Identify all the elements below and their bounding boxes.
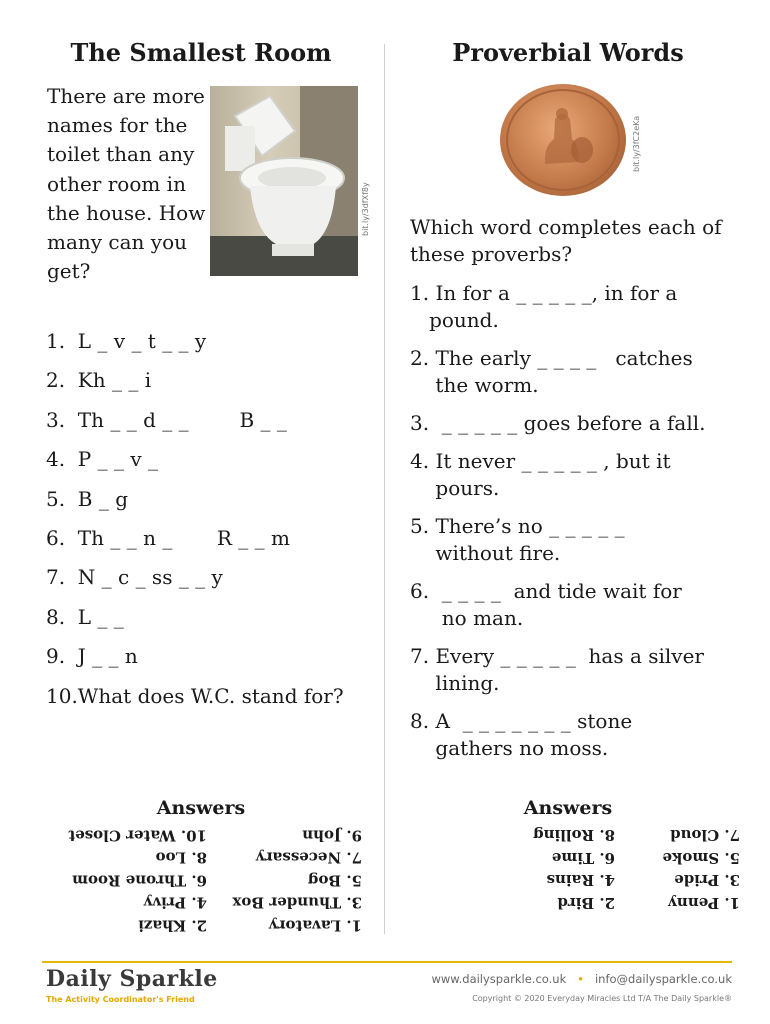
list-item: 6. _ _ _ _ and tide wait for no man. <box>410 579 682 630</box>
daily-sparkle-logo: Daily Sparkle <box>46 966 218 992</box>
list-item: 6. Th _ _ n _ R _ _ m <box>46 525 290 550</box>
answer-cell: 8. Loo <box>155 849 207 867</box>
answer-cell: 4. Rains <box>546 871 615 890</box>
list-item: 7. Every _ _ _ _ _ has a silver lining. <box>410 644 704 695</box>
list-item: 2. The early _ _ _ _ catches the worm. <box>410 346 693 397</box>
brand-tagline: The Activity Coordinator's Friend <box>46 995 195 1004</box>
list-item: 8. L _ _ <box>46 604 124 629</box>
answer-cell: 4. Privy <box>143 894 207 912</box>
answer-cell: 2. Bird <box>557 894 615 912</box>
proverb-list <box>410 280 750 773</box>
column-divider <box>384 44 385 934</box>
answer-row <box>52 869 362 892</box>
list-item: 8. A _ _ _ _ _ _ _ stone gathers no moss. <box>410 709 633 760</box>
answer-row <box>490 892 740 915</box>
toilet-photo <box>210 86 358 276</box>
list-item: 5. There’s no _ _ _ _ _ without fire. <box>410 514 625 565</box>
list-item: 1. In for a _ _ _ _ _, in for a pound. <box>410 281 678 332</box>
answer-row <box>490 824 740 847</box>
answer-row <box>52 847 362 870</box>
list-item: 9. J _ _ n <box>46 644 138 669</box>
answer-cell: 7. Necessary <box>255 849 362 867</box>
answer-cell: 9. John <box>302 826 362 845</box>
list-item: 1. L _ v _ t _ _ y <box>46 329 207 353</box>
answer-cell: 6. Time <box>551 849 615 867</box>
toilet-answers-title: Answers <box>156 797 246 819</box>
coin-photo-credit: bit.ly/3fC2eKa <box>632 115 641 172</box>
toilet-photo-credit: bit.ly/3dfXf8y <box>361 182 370 236</box>
penny-coin-photo <box>500 84 626 196</box>
toilet-photo-icon <box>210 86 358 276</box>
copyright-notice: Copyright © 2020 Everyday Miracles Ltd T/A The Daily Sparkle® <box>472 994 732 1003</box>
answer-row <box>490 869 740 892</box>
answer-cell: 8. Rolling <box>533 826 615 845</box>
answer-row <box>52 892 362 915</box>
footer-divider <box>42 961 732 963</box>
list-item: 3. Th _ _ d _ _ B _ _ <box>46 407 287 432</box>
answer-cell: 6. Throne Room <box>72 871 207 890</box>
separator-dot: • <box>577 972 584 986</box>
proverb-instructions: Which word completes each of these proverbs? <box>410 215 722 266</box>
answer-cell: 10. Water Closet <box>68 826 207 845</box>
contact-info <box>431 972 732 986</box>
toilet-answers-upside-down <box>52 824 362 937</box>
list-item: 5. B _ g <box>46 486 129 511</box>
answer-cell: 7. Cloud <box>670 826 740 845</box>
answer-cell: 5. Bog <box>307 871 362 890</box>
answer-row <box>52 914 362 937</box>
answer-cell: 2. Khazi <box>138 916 207 935</box>
coin-icon <box>500 84 626 196</box>
list-item: 3. _ _ _ _ _ goes before a fall. <box>410 411 706 435</box>
list-item: 4. P _ _ v _ <box>46 447 158 472</box>
answer-cell: 1. Lavatory <box>268 916 362 935</box>
answer-cell: 3. Pride <box>674 871 740 890</box>
answer-row <box>490 847 740 870</box>
answer-cell: 5. Smoke <box>662 849 740 867</box>
list-item: 4. It never _ _ _ _ _ , but it pours. <box>410 449 671 500</box>
list-item: 7. N _ c _ ss _ _ y <box>46 565 223 590</box>
toilet-quiz-list <box>46 326 344 720</box>
website-link[interactable]: www.dailysparkle.co.uk <box>431 972 567 986</box>
answer-row <box>52 824 362 847</box>
proverb-quiz-title: Proverbial Words <box>452 38 684 67</box>
list-item: 2. Kh _ _ i <box>46 368 152 393</box>
toilet-quiz-title: The Smallest Room <box>70 38 332 67</box>
proverb-answers-upside-down <box>490 824 740 914</box>
toilet-quiz-intro: There are more names for the toilet than any other room in the house. How many can you get? <box>47 84 206 284</box>
answer-cell: 3. Thunder Box <box>232 894 362 912</box>
list-item: 10.What does W.C. stand for? <box>46 683 344 708</box>
proverb-answers-title: Answers <box>523 797 613 819</box>
answer-cell: 1. Penny <box>668 894 740 912</box>
email-link[interactable]: info@dailysparkle.co.uk <box>594 972 732 986</box>
